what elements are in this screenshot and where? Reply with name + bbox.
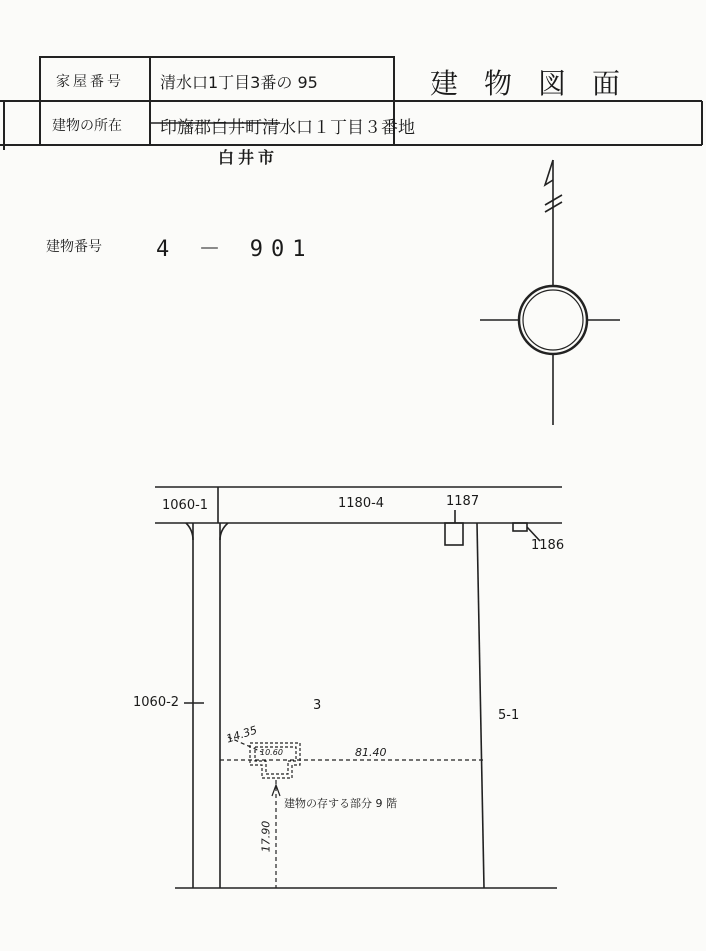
- building-note: 建物の存する部分 9 階: [284, 797, 397, 810]
- location-label: 建物の所在: [52, 118, 122, 134]
- lot-top-center: 1180-4: [338, 496, 385, 511]
- location-value: 印旛郡白井町清水口１丁目３番地: [160, 118, 415, 138]
- dim-vertical: 17.90: [259, 820, 273, 853]
- page-title: 建物図面: [430, 67, 647, 100]
- site-plan-lines: [155, 487, 565, 888]
- lot-center: 3: [313, 698, 322, 713]
- building-box-label: 10.60: [260, 748, 283, 757]
- house-number-value: 清水口1丁目3番の 95: [160, 73, 318, 92]
- dim-left: 14.35: [224, 723, 259, 746]
- lot-top-marker: 1187: [446, 494, 480, 509]
- lot-top-right: 1186: [531, 538, 565, 553]
- building-number-value: 4 － 901: [156, 237, 314, 262]
- house-number-label: 家屋番号: [56, 74, 124, 90]
- location-correction: 白井市: [218, 148, 279, 167]
- dim-right: 81.40: [355, 746, 387, 759]
- lot-left: 1060-2: [133, 695, 180, 710]
- north-arrow-icon: [480, 160, 620, 425]
- lot-top-left: 1060-1: [162, 498, 209, 513]
- lot-right: 5-1: [498, 708, 520, 723]
- building-number-label: 建物番号: [46, 239, 102, 255]
- building-position-lines: [220, 737, 484, 888]
